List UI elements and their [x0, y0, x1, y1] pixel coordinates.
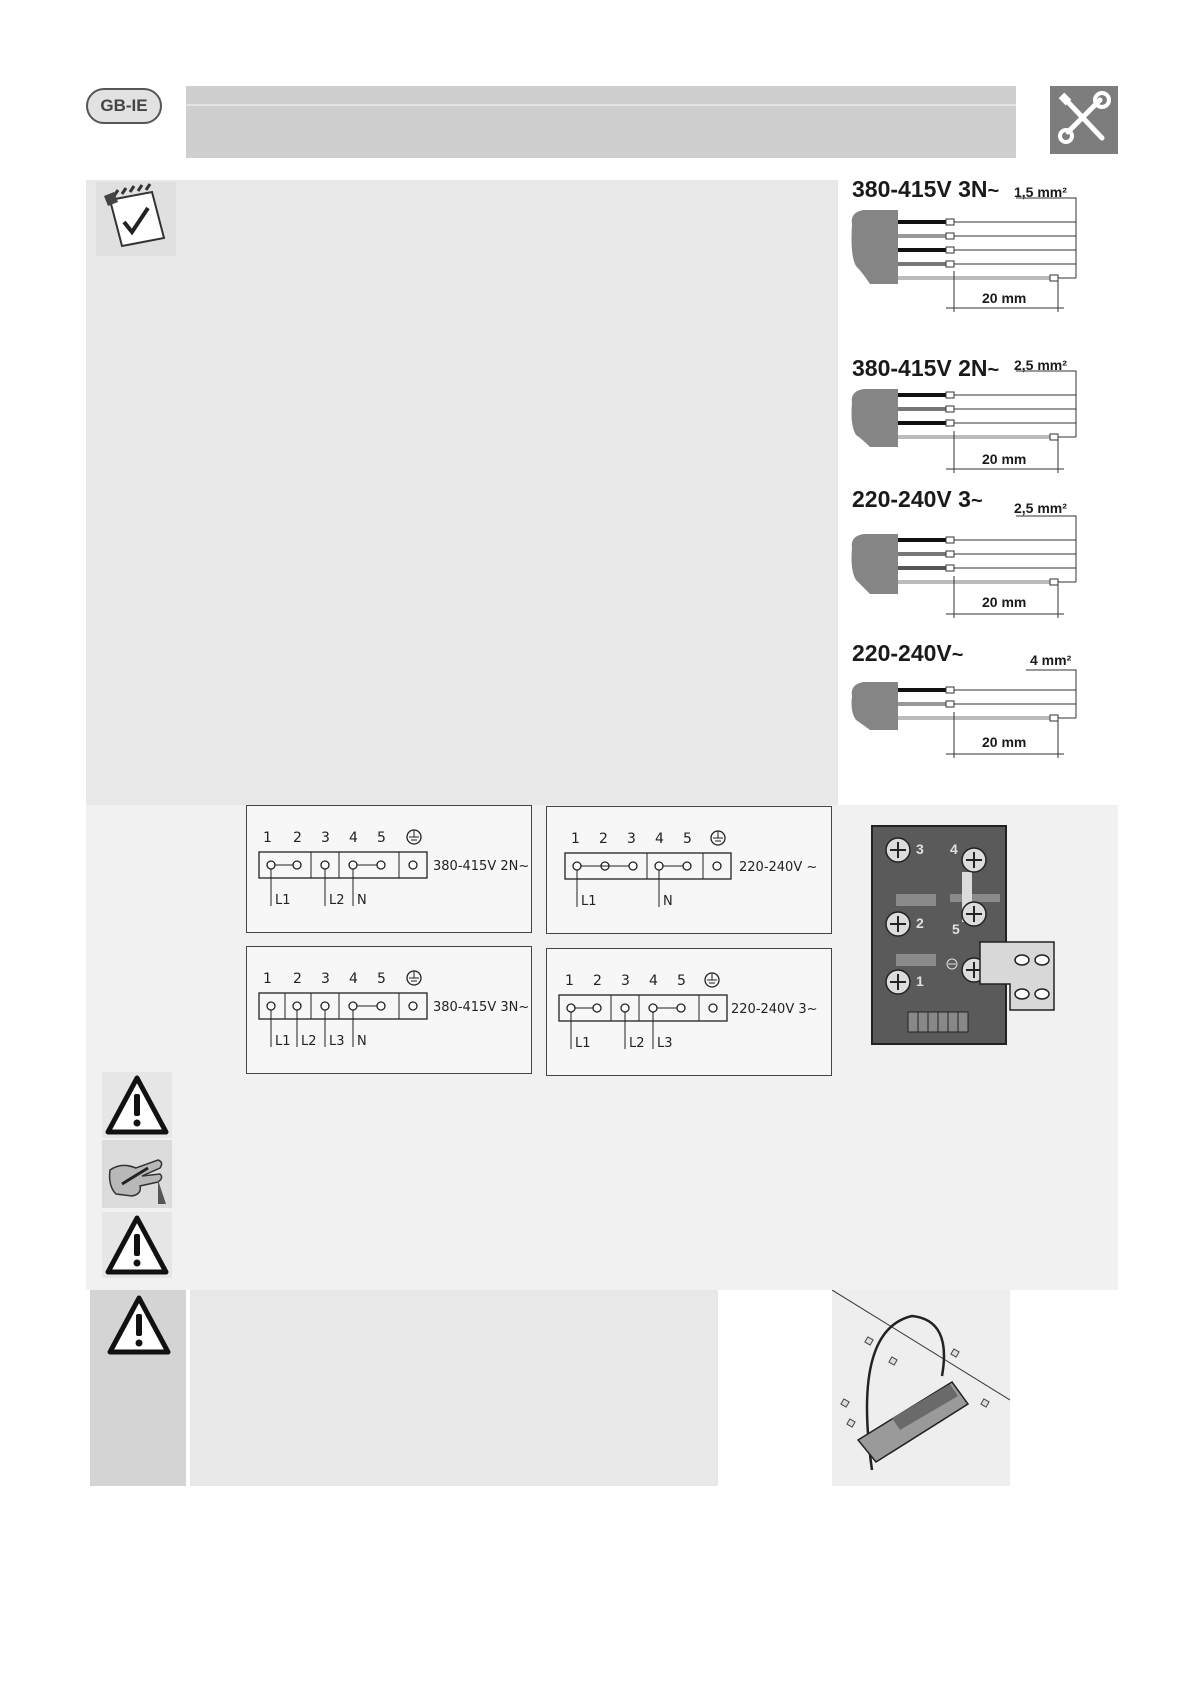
terminal-number: 1	[571, 831, 580, 847]
terminal-number: 1	[263, 830, 272, 846]
supply-label: 220-240V ~	[739, 860, 818, 875]
wiring-diagram-2n	[246, 805, 532, 933]
terminal-number: 5	[683, 831, 692, 847]
line-label: L3	[329, 1034, 345, 1049]
line-label: L1	[575, 1036, 591, 1051]
terminal-label: 5	[952, 921, 960, 937]
terminal-number: 3	[321, 971, 330, 987]
terminal-number: 4	[649, 973, 658, 989]
voltage-label: 220-240V	[852, 640, 952, 666]
strip-length-label: 20 mm	[982, 594, 1027, 610]
section-label: 2,5 mm²	[1014, 500, 1067, 516]
strip-length-label: 20 mm	[982, 290, 1027, 306]
line-label: L1	[275, 1034, 291, 1049]
line-label: N	[357, 1034, 367, 1049]
ground-symbol	[705, 973, 719, 987]
section-label: 4 mm²	[1030, 652, 1072, 668]
line-label: L2	[629, 1036, 645, 1051]
line-label: N	[663, 894, 673, 909]
wiring-diagram-3n	[246, 946, 532, 1074]
warning-triangle-icon	[102, 1072, 172, 1138]
cable-spec-2n: 380-415V 2N~ 2,5 mm² 20 mm	[850, 355, 1090, 475]
cable-spec-single: 220-240V~ 4 mm² 20 mm	[850, 640, 1090, 770]
supply-label: 380-415V 2N~	[433, 859, 530, 874]
voltage-label: 220-240V 3	[852, 486, 971, 512]
terminal-label: 4	[950, 841, 958, 857]
warning-triangle-icon	[104, 1292, 174, 1358]
voltage-label: 380-415V 3N	[852, 176, 988, 202]
terminal-number: 3	[621, 973, 630, 989]
cable-clamp-illustration	[832, 1290, 1010, 1486]
line-label: L3	[657, 1036, 673, 1051]
terminal-number: 5	[677, 973, 686, 989]
wiring-diagram-single	[546, 806, 832, 934]
terminal-number: 4	[655, 831, 664, 847]
notepad-icon	[96, 182, 176, 256]
voltage-label: 380-415V 2N	[852, 355, 988, 381]
terminal-number: 2	[599, 831, 608, 847]
line-label: L1	[581, 894, 597, 909]
terminal-number: 5	[377, 830, 386, 846]
terminal-number: 5	[377, 971, 386, 987]
terminal-number: 4	[349, 971, 358, 987]
terminal-number: 3	[321, 830, 330, 846]
bottom-text-panel	[190, 1290, 718, 1486]
terminal-number: 2	[593, 973, 602, 989]
cable-spec-3n: 380-415V 3N~ 1,5 mm² 20 mm	[850, 176, 1090, 326]
terminal-label: 3	[916, 841, 924, 857]
wiring-diagram-3	[546, 948, 832, 1076]
ground-symbol	[407, 830, 421, 844]
line-label: N	[357, 893, 367, 908]
section-label: 1,5 mm²	[1014, 184, 1067, 200]
country-badge-label: GB-IE	[100, 96, 148, 115]
installation-panel	[86, 180, 838, 805]
terminal-number: 1	[565, 973, 574, 989]
terminal-number: 4	[349, 830, 358, 846]
terminal-number: 1	[263, 971, 272, 987]
terminal-number: 2	[293, 830, 302, 846]
hand-icon	[102, 1140, 172, 1208]
strip-length-label: 20 mm	[982, 451, 1027, 467]
cable-spec-3: 220-240V 3~ 2,5 mm² 20 mm	[850, 486, 1090, 626]
supply-label: 220-240V 3~	[731, 1002, 818, 1017]
warning-triangle-icon	[102, 1212, 172, 1278]
wrench-screwdriver-icon	[1050, 86, 1118, 154]
strip-length-label: 20 mm	[982, 734, 1027, 750]
terminal-block-illustration	[870, 824, 1066, 1046]
terminal-label: 2	[916, 915, 924, 931]
ground-symbol	[711, 831, 725, 845]
country-badge	[86, 88, 162, 124]
terminal-number: 3	[627, 831, 636, 847]
line-label: L1	[275, 893, 291, 908]
terminal-label: 1	[916, 973, 924, 989]
section-label: 2,5 mm²	[1014, 357, 1067, 373]
line-label: L2	[301, 1034, 317, 1049]
terminal-number: 2	[293, 971, 302, 987]
header-band	[186, 86, 1016, 158]
ground-symbol	[407, 971, 421, 985]
line-label: L2	[329, 893, 345, 908]
supply-label: 380-415V 3N~	[433, 1000, 530, 1015]
